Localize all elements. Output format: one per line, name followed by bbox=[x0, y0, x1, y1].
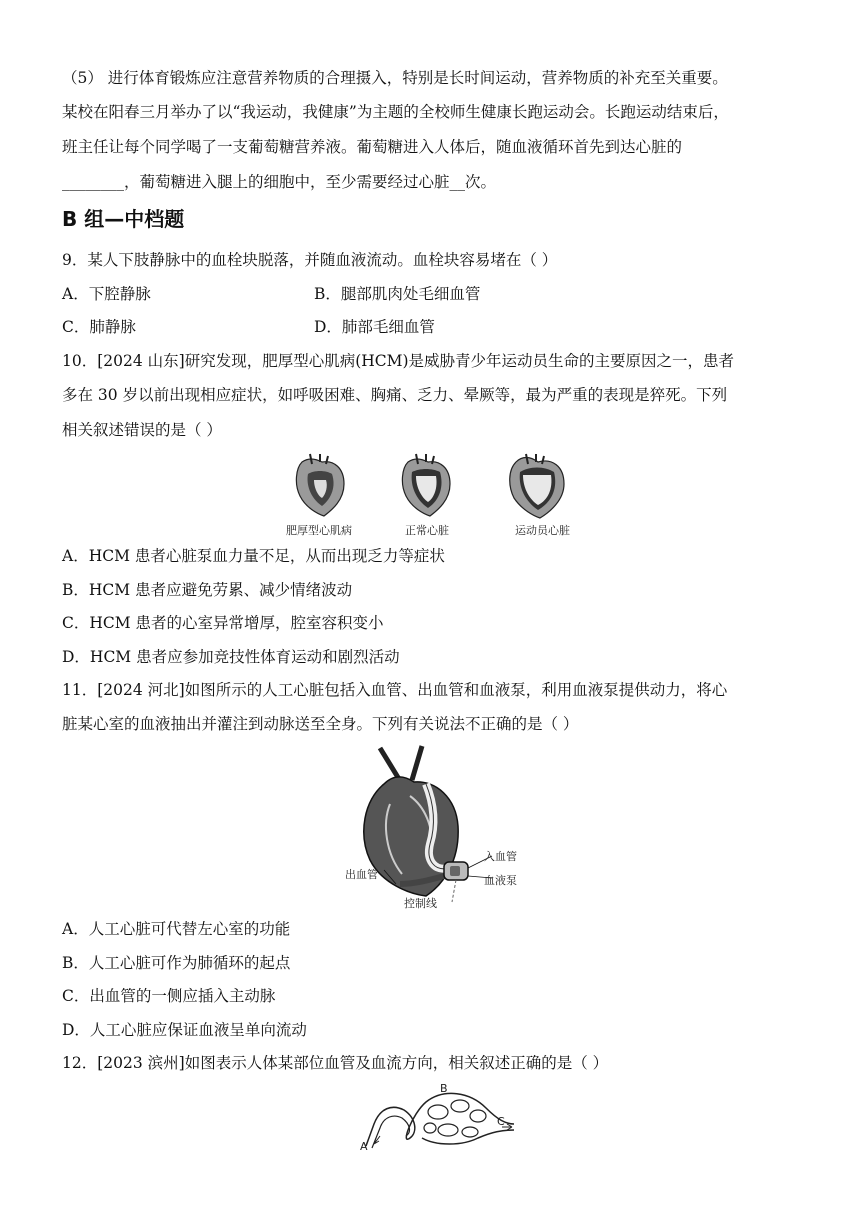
q10-stem-line1: 10．[2024 山东]研究发现，肥厚型心肌病(HCM)是威胁青少年运动员生命的主要原因之一，患者 bbox=[62, 352, 735, 370]
q11-stem-line2: 脏某心室的血液抽出并灌注到动脉送至全身。下列有关说法不正确的是（ ） bbox=[62, 715, 579, 733]
q8-part5-line4: ________，葡萄糖进入腿上的细胞中，至少需要经过心脏__次。 bbox=[62, 173, 497, 191]
q10-stem-line2: 多在 30 岁以前出现相应症状，如呼吸困难、胸痛、乏力、晕厥等，最为严重的表现是猝死。下列 bbox=[62, 386, 728, 404]
label-inlet-tube: 入血管 bbox=[484, 850, 517, 863]
q9-option-b[interactable]: B．腿部肌肉处毛细血管 bbox=[314, 285, 481, 303]
label-outlet-tube: 出血管 bbox=[345, 868, 378, 881]
heart-comparison-figure bbox=[282, 450, 582, 520]
label-vessel-c: C bbox=[497, 1115, 505, 1128]
q9-option-d[interactable]: D．肺部毛细血管 bbox=[314, 318, 435, 336]
label-control-wire: 控制线 bbox=[404, 897, 437, 910]
q12-stem: 12．[2023 滨州]如图表示人体某部位血管及血流方向，相关叙述正确的是（ ） bbox=[62, 1054, 609, 1072]
normal-heart-image bbox=[402, 454, 450, 516]
q9-stem: 9．某人下肢静脉中的血栓块脱落，并随血液流动。血栓块容易堵在（ ） bbox=[62, 251, 558, 269]
q10-stem-line3: 相关叙述错误的是（ ） bbox=[62, 421, 222, 439]
label-blood-pump: 血液泵 bbox=[484, 874, 517, 887]
q9-option-a[interactable]: A．下腔静脉 bbox=[62, 285, 151, 303]
q10-option-c[interactable]: C．HCM 患者的心室异常增厚，腔室容积变小 bbox=[62, 614, 384, 632]
q9-option-c[interactable]: C．肺静脉 bbox=[62, 318, 136, 336]
q10-option-d[interactable]: D．HCM 患者应参加竞技性体育运动和剧烈活动 bbox=[62, 648, 400, 666]
q11-stem-line1: 11．[2024 河北]如图所示的人工心脏包括入血管、出血管和血液泵，利用血液泵提供动力，将心 bbox=[62, 681, 728, 699]
caption-hcm-heart: 肥厚型心肌病 bbox=[286, 524, 352, 537]
athlete-heart-image bbox=[510, 454, 564, 518]
q11-option-b[interactable]: B．人工心脏可作为肺循环的起点 bbox=[62, 954, 291, 972]
q8-part5-line3: 班主任让每个同学喝了一支葡萄糖营养液。葡萄糖进入人体后，随血液循环首先到达心脏的 bbox=[62, 138, 683, 156]
caption-normal-heart: 正常心脏 bbox=[405, 524, 449, 537]
hcm-heart-image bbox=[296, 454, 344, 516]
q10-option-a[interactable]: A．HCM 患者心脏泵血力量不足，从而出现乏力等症状 bbox=[62, 547, 445, 565]
caption-athlete-heart: 运动员心脏 bbox=[515, 524, 570, 537]
q8-part5-line2: 某校在阳春三月举办了以“我运动，我健康”为主题的全校师生健康长跑运动会。长跑运动结束后， bbox=[62, 103, 729, 121]
q11-option-d[interactable]: D．人工心脏应保证血液呈单向流动 bbox=[62, 1021, 307, 1039]
section-b-heading: B 组—中档题 bbox=[62, 207, 185, 231]
q11-option-c[interactable]: C．出血管的一侧应插入主动脉 bbox=[62, 987, 276, 1005]
q8-part5-line1: （5） 进行体育锻炼应注意营养物质的合理摄入，特别是长时间运动，营养物质的补充至关重要。 bbox=[62, 69, 728, 87]
label-vessel-b: B bbox=[440, 1082, 448, 1095]
label-vessel-a: A bbox=[360, 1140, 368, 1153]
q10-option-b[interactable]: B．HCM 患者应避免劳累、减少情绪波动 bbox=[62, 581, 353, 599]
q11-option-a[interactable]: A．人工心脏可代替左心室的功能 bbox=[62, 920, 291, 938]
